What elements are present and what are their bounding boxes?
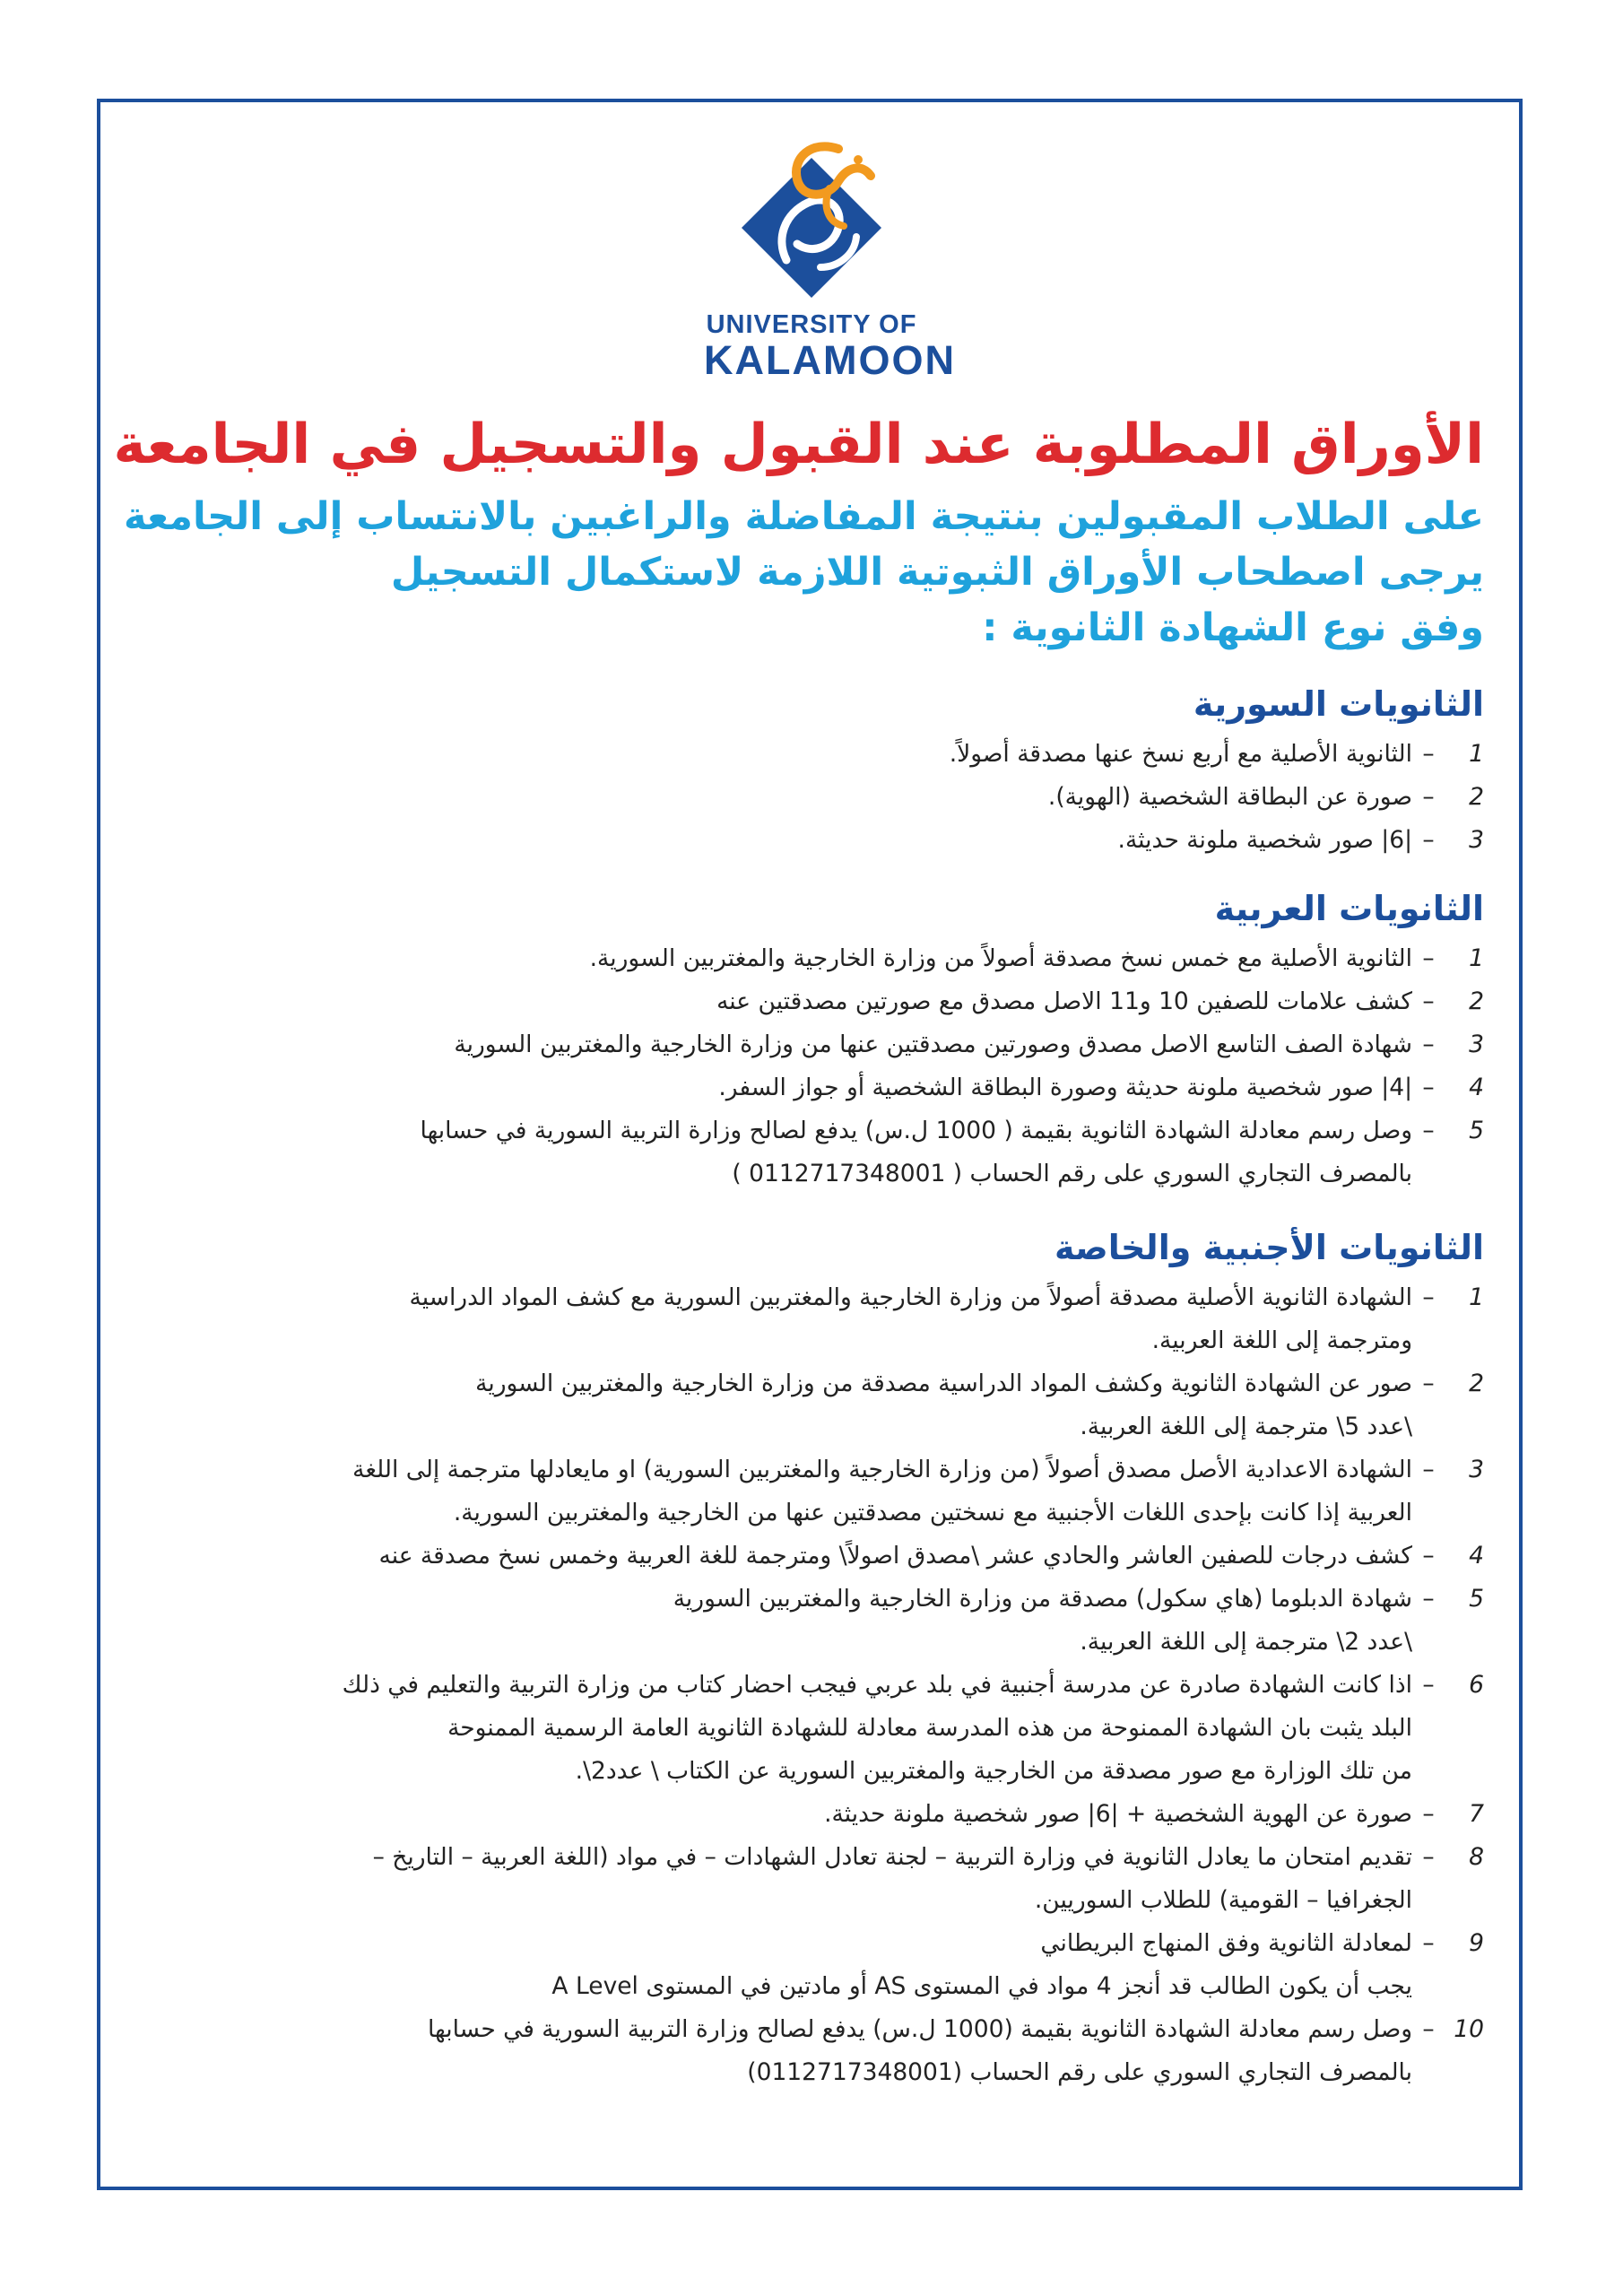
list-item bbox=[184, 1362, 1484, 1448]
item-dash: – bbox=[1422, 1929, 1435, 1957]
item-dash: – bbox=[1422, 1843, 1435, 1871]
item-dash: – bbox=[1422, 1283, 1435, 1311]
item-text bbox=[260, 2008, 1412, 2094]
item-line: شهادة الدبلوما (هاي سكول) مصدقة من وزارة الخارجية والمغتربين السورية bbox=[673, 1585, 1412, 1613]
list-item bbox=[184, 733, 1484, 776]
item-dash: – bbox=[1422, 1542, 1435, 1570]
list-item bbox=[184, 1793, 1484, 1836]
item-line: اذا كانت الشهادة صادرة عن مدرسة أجنبية في بلد عربي فيجب احضار كتاب من وزارة التربية والتعليم في ذلك bbox=[342, 1671, 1412, 1699]
item-line: |6| صور شخصية ملونة حديثة. bbox=[1117, 826, 1412, 854]
item-line: بالمصرف التجاري السوري على رقم الحساب (0112717348001) bbox=[747, 2058, 1412, 2086]
item-number: 3 bbox=[1469, 1456, 1484, 1483]
item-text bbox=[260, 937, 1412, 980]
item-number: 5 bbox=[1469, 1117, 1484, 1144]
item-number: 6 bbox=[1469, 1671, 1484, 1699]
intro-text bbox=[123, 489, 1484, 656]
item-number: 2 bbox=[1469, 783, 1484, 811]
foreign-requirements-list bbox=[184, 1276, 1484, 2094]
syrian-requirements-list bbox=[184, 733, 1484, 862]
list-item bbox=[184, 1922, 1484, 2008]
item-number: 1 bbox=[1469, 740, 1484, 768]
item-text bbox=[260, 1362, 1412, 1448]
item-line: يجب أن يكون الطالب قد أنجز 4 مواد في المستوى AS أو مادتين في المستوى A Level bbox=[551, 1972, 1412, 2000]
item-number: 10 bbox=[1454, 2015, 1484, 2043]
item-line: شهادة الصف التاسع الاصل مصدق وصورتين مصدقتين عنها من وزارة الخارجية والمغتربين السورية bbox=[454, 1031, 1412, 1058]
list-item bbox=[184, 1109, 1484, 1196]
item-dash: – bbox=[1422, 1800, 1435, 1828]
item-number: 1 bbox=[1469, 944, 1484, 972]
item-number: 4 bbox=[1469, 1074, 1484, 1101]
item-text bbox=[260, 776, 1412, 819]
item-dash: – bbox=[1422, 1117, 1435, 1144]
item-number: 7 bbox=[1469, 1800, 1484, 1828]
item-text bbox=[260, 1922, 1412, 2008]
list-item bbox=[184, 1664, 1484, 1793]
list-item bbox=[184, 1448, 1484, 1535]
item-number: 9 bbox=[1469, 1929, 1484, 1957]
list-item bbox=[184, 819, 1484, 862]
item-line: صور عن الشهادة الثانوية وكشف المواد الدراسية مصدقة من وزارة الخارجية والمغتربين السورية bbox=[475, 1370, 1412, 1397]
item-line: الجغرافيا – القومية) للطلاب السوريين. bbox=[1034, 1886, 1412, 1914]
item-line: الشهادة الثانوية الأصلية مصدقة أصولاً من وزارة الخارجية والمغتربين السورية مع كشف المواد الدراسية bbox=[409, 1283, 1412, 1311]
page-title: الأوراق المطلوبة عند القبول والتسجيل في الجامعة bbox=[113, 413, 1484, 476]
item-text bbox=[260, 1448, 1412, 1535]
item-text bbox=[260, 1836, 1412, 1922]
item-text bbox=[260, 819, 1412, 862]
list-item bbox=[184, 1276, 1484, 1362]
list-item bbox=[184, 1023, 1484, 1066]
item-line: من تلك الوزارة مع صور مصدقة من الخارجية والمغتربين السورية عن الكتاب \ عدد2\. bbox=[575, 1757, 1412, 1785]
list-item bbox=[184, 1535, 1484, 1578]
item-number: 2 bbox=[1469, 1370, 1484, 1397]
section-title-arab: الثانويات العربية bbox=[1214, 889, 1484, 928]
item-text bbox=[260, 1535, 1412, 1578]
item-text bbox=[260, 1109, 1412, 1196]
item-line: الثانوية الأصلية مع أربع نسخ عنها مصدقة أصولاً. bbox=[949, 740, 1412, 768]
item-dash: – bbox=[1422, 944, 1435, 972]
item-text bbox=[260, 1023, 1412, 1066]
intro-line: على الطلاب المقبولين بنتيجة المفاضلة والراغبين بالانتساب إلى الجامعة bbox=[123, 494, 1484, 539]
item-dash: – bbox=[1422, 783, 1435, 811]
item-number: 4 bbox=[1469, 1542, 1484, 1570]
logo-emblem-icon bbox=[704, 133, 919, 312]
item-dash: – bbox=[1422, 826, 1435, 854]
item-text bbox=[260, 733, 1412, 776]
item-text bbox=[260, 1276, 1412, 1362]
list-item bbox=[184, 776, 1484, 819]
item-line: الشهادة الاعدادية الأصل مصدق أصولاً (من وزارة الخارجية والمغتربين السورية) او مايعادلها مترجمة إلى اللغة bbox=[352, 1456, 1412, 1483]
list-item bbox=[184, 1578, 1484, 1664]
item-text bbox=[260, 1578, 1412, 1664]
item-dash: – bbox=[1422, 2015, 1435, 2043]
item-text bbox=[260, 1793, 1412, 1836]
arab-requirements-list bbox=[184, 937, 1484, 1196]
logo-line1: UNIVERSITY OF bbox=[706, 310, 917, 339]
item-line: صورة عن البطاقة الشخصية (الهوية). bbox=[1047, 783, 1412, 811]
document-body bbox=[113, 408, 1484, 2094]
intro-line: يرجى اصطحاب الأوراق الثبوتية اللازمة لاستكمال التسجيل bbox=[390, 550, 1484, 595]
list-item bbox=[184, 980, 1484, 1023]
item-line: \عدد 5\ مترجمة إلى اللغة العربية. bbox=[1080, 1413, 1412, 1440]
item-line: \عدد 2\ مترجمة إلى اللغة العربية. bbox=[1080, 1628, 1412, 1656]
item-line: لمعادلة الثانوية وفق المنهاج البريطاني bbox=[1040, 1929, 1412, 1957]
item-dash: – bbox=[1422, 1456, 1435, 1483]
item-number: 3 bbox=[1469, 1031, 1484, 1058]
item-text bbox=[260, 1664, 1412, 1793]
item-dash: – bbox=[1422, 1031, 1435, 1058]
item-dash: – bbox=[1422, 1585, 1435, 1613]
intro-line: وفق نوع الشهادة الثانوية : bbox=[982, 605, 1484, 650]
item-line: كشف علامات للصفين 10 و11 الاصل مصدق مع صورتين مصدقتين عنه bbox=[716, 987, 1412, 1015]
section-title-syrian: الثانويات السورية bbox=[1193, 684, 1484, 724]
item-number: 5 bbox=[1469, 1585, 1484, 1613]
item-dash: – bbox=[1422, 1074, 1435, 1101]
item-line: صورة عن الهوية الشخصية + |6| صور شخصية ملونة حديثة. bbox=[824, 1800, 1412, 1828]
item-line: وصل رسم معادلة الشهادة الثانوية بقيمة (1000 ل.س) يدفع لصالح وزارة التربية السورية في حسابها bbox=[427, 2015, 1412, 2043]
item-line: تقديم امتحان ما يعادل الثانوية في وزارة التربية – لجنة تعادل الشهادات – في مواد (اللغة العربية – التاريخ – bbox=[372, 1843, 1412, 1871]
item-number: 2 bbox=[1469, 987, 1484, 1015]
item-number: 8 bbox=[1469, 1843, 1484, 1871]
item-line: |4| صور شخصية ملونة حديثة وصورة البطاقة الشخصية أو جواز السفر. bbox=[718, 1074, 1412, 1101]
list-item bbox=[184, 1066, 1484, 1109]
item-dash: – bbox=[1422, 740, 1435, 768]
list-item bbox=[184, 1836, 1484, 1922]
item-text bbox=[260, 1066, 1412, 1109]
item-number: 3 bbox=[1469, 826, 1484, 854]
item-line: ومترجمة إلى اللغة العربية. bbox=[1151, 1326, 1412, 1354]
university-logo bbox=[704, 133, 956, 384]
item-line: الثانوية الأصلية مع خمس نسخ مصدقة أصولاً من وزارة الخارجية والمغتربين السورية. bbox=[589, 944, 1412, 972]
item-number: 1 bbox=[1469, 1283, 1484, 1311]
item-text bbox=[260, 980, 1412, 1023]
item-dash: – bbox=[1422, 1370, 1435, 1397]
item-dash: – bbox=[1422, 987, 1435, 1015]
list-item bbox=[184, 2008, 1484, 2094]
list-item bbox=[184, 937, 1484, 980]
logo-line2: KALAMOON bbox=[704, 337, 956, 383]
item-line: كشف درجات للصفين العاشر والحادي عشر \مصدق اصولاً\ ومترجمة للغة العربية وخمس نسخ مصدقة عنه bbox=[378, 1542, 1412, 1570]
item-line: العربية إذا كانت بإحدى اللغات الأجنبية مع نسختين مصدقتين عنها من الخارجية والمغتربين السورية. bbox=[453, 1499, 1412, 1526]
item-line: البلد يثبت بان الشهادة الممنوحة من هذه المدرسة معادلة للشهادة الثانوية العامة الرسمية الممنوحة bbox=[447, 1714, 1412, 1742]
item-line: وصل رسم معادلة الشهادة الثانوية بقيمة ( 1000 ل.س) يدفع لصالح وزارة التربية السورية في حسابها bbox=[420, 1117, 1412, 1144]
item-line: بالمصرف التجاري السوري على رقم الحساب ( 0112717348001 ) bbox=[732, 1160, 1412, 1187]
section-title-foreign: الثانويات الأجنبية والخاصة bbox=[1055, 1228, 1484, 1267]
item-dash: – bbox=[1422, 1671, 1435, 1699]
